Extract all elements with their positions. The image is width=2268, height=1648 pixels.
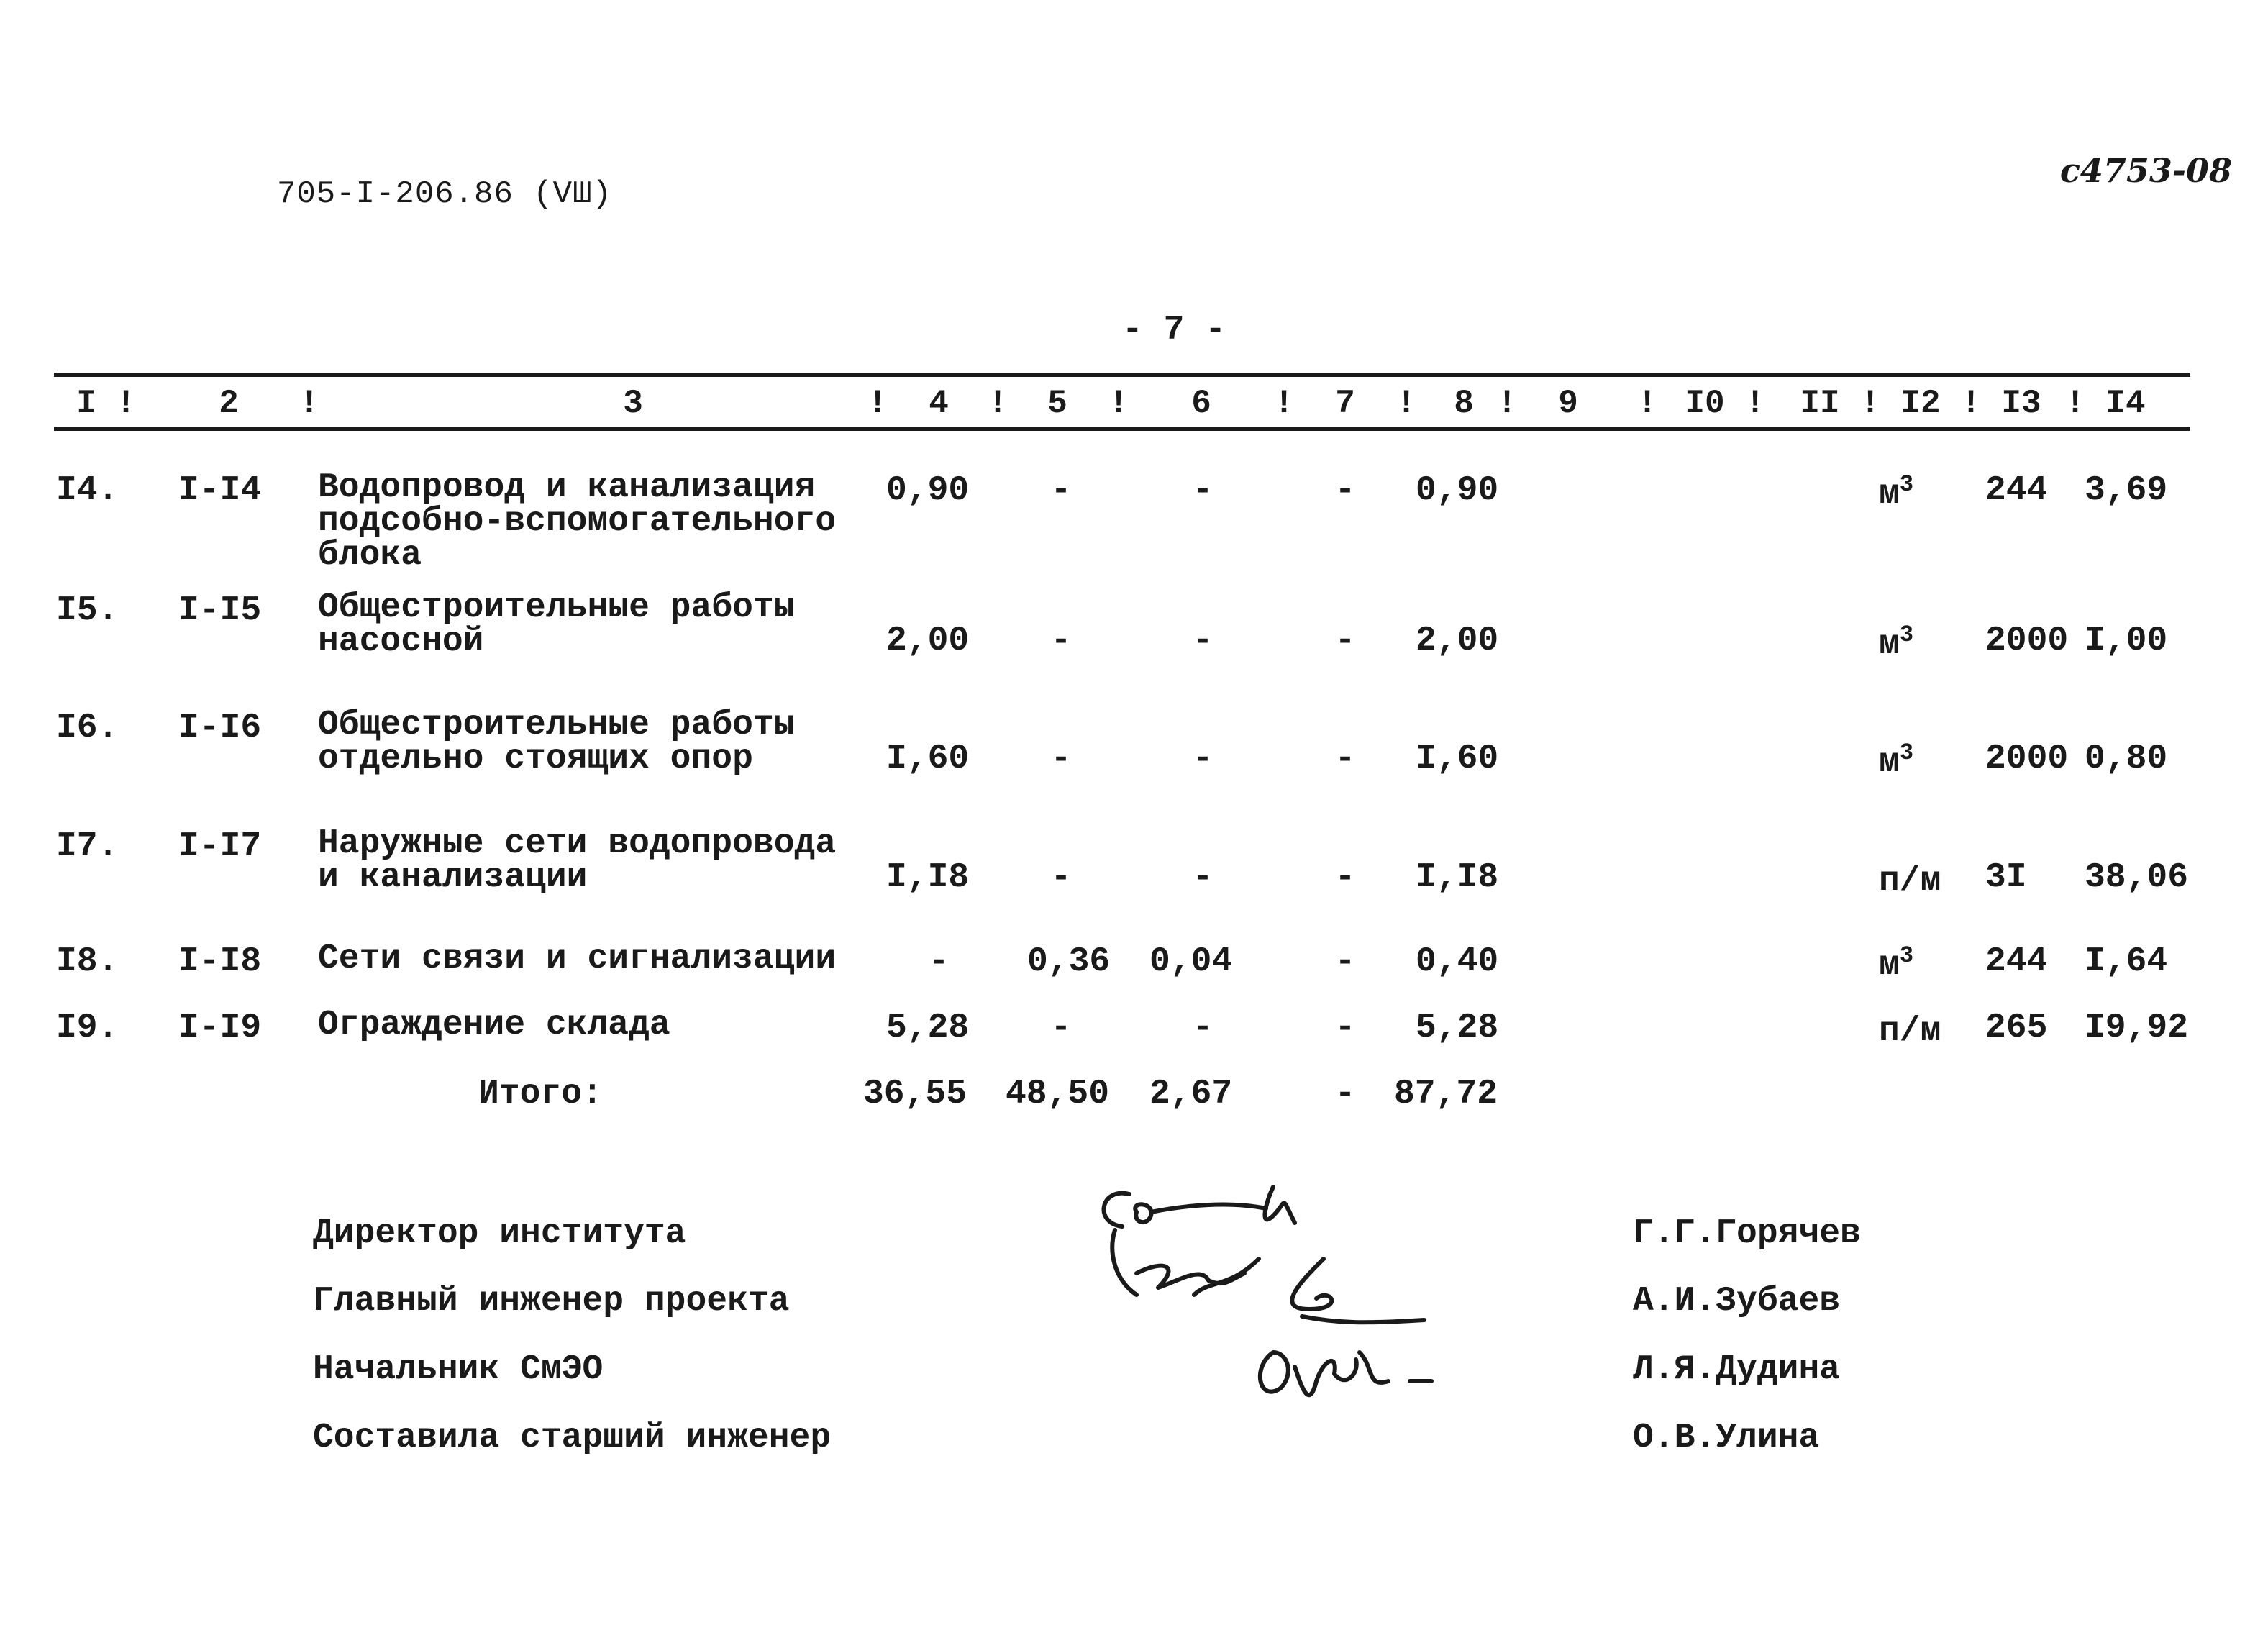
col-header-1: I — [76, 385, 96, 422]
cell-col14: I,00 — [2085, 622, 2168, 660]
cell-col7: - — [1334, 942, 1356, 981]
row-number: I6. — [56, 709, 119, 747]
row-name: Наружные сети водопровода и канализации — [318, 824, 837, 897]
row-number: I4. — [56, 471, 119, 510]
signatory-role: Директор института — [313, 1214, 686, 1253]
col-separator: ! — [1637, 385, 1657, 422]
col-separator: ! — [1745, 385, 1765, 422]
cell-col13: 2000 — [1985, 739, 2069, 778]
cell-col4: 5,28 — [886, 1009, 970, 1047]
cell-col4: - — [928, 942, 949, 981]
col-separator: ! — [299, 385, 319, 422]
col-separator: ! — [867, 385, 888, 422]
col-header-7: 7 — [1335, 385, 1355, 422]
row-number: I9. — [56, 1009, 119, 1047]
cell-col14: I,64 — [2085, 942, 2168, 981]
signatory-name: А.И.Зубаев — [1633, 1282, 1841, 1321]
cell-unit: п/м — [1879, 862, 1941, 901]
cell-col8: I,I8 — [1416, 858, 1499, 897]
cell-col8: 0,40 — [1416, 942, 1499, 981]
row-name: Сети связи и сигнализации — [318, 939, 837, 978]
col-header-11: II — [1800, 385, 1840, 422]
col-header-6: 6 — [1191, 385, 1211, 422]
col-header-12: I2 — [1900, 385, 1941, 422]
cell-unit: $м^3$ — [1879, 942, 1914, 985]
col-header-14: I4 — [2105, 385, 2146, 422]
col-header-9: 9 — [1558, 385, 1578, 422]
row-code: I-I6 — [178, 709, 262, 747]
row-code: I-I4 — [178, 471, 262, 510]
total-col6: 2,67 — [1149, 1075, 1233, 1114]
cell-col13: 3I — [1985, 858, 2027, 897]
col-separator: ! — [1274, 385, 1294, 422]
total-col5: 48,50 — [1006, 1075, 1110, 1114]
cell-col4: 2,00 — [886, 622, 970, 660]
signatory-role: Главный инженер проекта — [313, 1282, 790, 1321]
cell-col4: I,60 — [886, 739, 970, 778]
col-separator: ! — [1108, 385, 1129, 422]
cell-col8: 5,28 — [1416, 1009, 1499, 1047]
cell-col14: 0,80 — [2085, 739, 2168, 778]
col-header-8: 8 — [1454, 385, 1474, 422]
cell-col6: - — [1192, 1009, 1213, 1047]
col-header-13: I3 — [2001, 385, 2041, 422]
row-code: I-I7 — [178, 827, 262, 866]
cell-unit: $м^3$ — [1879, 739, 1914, 782]
cell-col4: 0,90 — [886, 471, 970, 510]
cell-col7: - — [1334, 622, 1356, 660]
cell-col7: - — [1334, 471, 1356, 510]
cell-col7: - — [1334, 1009, 1356, 1047]
total-col7: - — [1334, 1075, 1356, 1114]
row-number: I8. — [56, 942, 119, 981]
col-header-4: 4 — [929, 385, 949, 422]
total-col8: 87,72 — [1394, 1075, 1498, 1114]
cell-col13: 265 — [1985, 1009, 2048, 1047]
archive-number: c4753-08 — [2059, 151, 2232, 190]
table-header-rule — [54, 427, 2190, 431]
cell-col14: 3,69 — [2085, 471, 2168, 510]
cell-col14: I9,92 — [2085, 1009, 2189, 1047]
signatory-role: Начальник СмЭО — [313, 1350, 604, 1389]
cell-col6: - — [1192, 471, 1213, 510]
cell-unit: $м^3$ — [1879, 622, 1914, 664]
cell-col4: I,I8 — [886, 858, 970, 897]
cell-unit: п/м — [1879, 1012, 1941, 1051]
cell-col8: 0,90 — [1416, 471, 1499, 510]
col-separator: ! — [116, 385, 136, 422]
cell-col7: - — [1334, 858, 1356, 897]
col-separator: ! — [1961, 385, 1981, 422]
signatory-name: Л.Я.Дудина — [1633, 1350, 1841, 1389]
row-code: I-I8 — [178, 942, 262, 981]
total-col4: 36,55 — [863, 1075, 967, 1114]
row-number: I5. — [56, 591, 119, 630]
cell-col7: - — [1334, 739, 1356, 778]
cell-col13: 2000 — [1985, 622, 2069, 660]
col-header-5: 5 — [1047, 385, 1067, 422]
row-number: I7. — [56, 827, 119, 866]
row-code: I-I9 — [178, 1009, 262, 1047]
signatory-name: Г.Г.Горячев — [1633, 1214, 1861, 1253]
row-name: Ограждение склада — [318, 1006, 670, 1044]
cell-col5: 0,36 — [1027, 942, 1111, 981]
document-code: 705-I-206.86 (VШ) — [277, 176, 612, 212]
row-name: Общестроительные работы насосной — [318, 588, 795, 661]
col-header-2: 2 — [219, 385, 239, 422]
col-header-10: I0 — [1685, 385, 1725, 422]
cell-col5: - — [1050, 858, 1072, 897]
page-number: - 7 - — [1122, 311, 1226, 350]
row-name: Общестроительные работы отдельно стоящих опор — [318, 706, 795, 778]
cell-col5: - — [1050, 471, 1072, 510]
row-code: I-I5 — [178, 591, 262, 630]
cell-col8: 2,00 — [1416, 622, 1499, 660]
handwritten-signatures — [1086, 1173, 1475, 1489]
col-separator: ! — [1497, 385, 1517, 422]
row-name: Водопровод и канализация подсобно-вспомогательного блока — [318, 468, 837, 575]
cell-unit: $м^3$ — [1879, 471, 1914, 514]
cell-col5: - — [1050, 1009, 1072, 1047]
col-separator: ! — [988, 385, 1008, 422]
cell-col14: 38,06 — [2085, 858, 2189, 897]
signatory-name: О.В.Улина — [1633, 1419, 1820, 1457]
cell-col13: 244 — [1985, 942, 2048, 981]
col-separator: ! — [1396, 385, 1416, 422]
table-top-rule — [54, 373, 2190, 377]
total-label: Итого: — [478, 1075, 603, 1114]
cell-col5: - — [1050, 622, 1072, 660]
signatory-role: Составила старший инженер — [313, 1419, 832, 1457]
col-separator: ! — [2065, 385, 2085, 422]
col-separator: ! — [1860, 385, 1880, 422]
col-header-3: 3 — [623, 385, 643, 422]
cell-col6: 0,04 — [1149, 942, 1233, 981]
cell-col5: - — [1050, 739, 1072, 778]
cell-col6: - — [1192, 858, 1213, 897]
cell-col6: - — [1192, 739, 1213, 778]
cell-col8: I,60 — [1416, 739, 1499, 778]
cell-col13: 244 — [1985, 471, 2048, 510]
cell-col6: - — [1192, 622, 1213, 660]
